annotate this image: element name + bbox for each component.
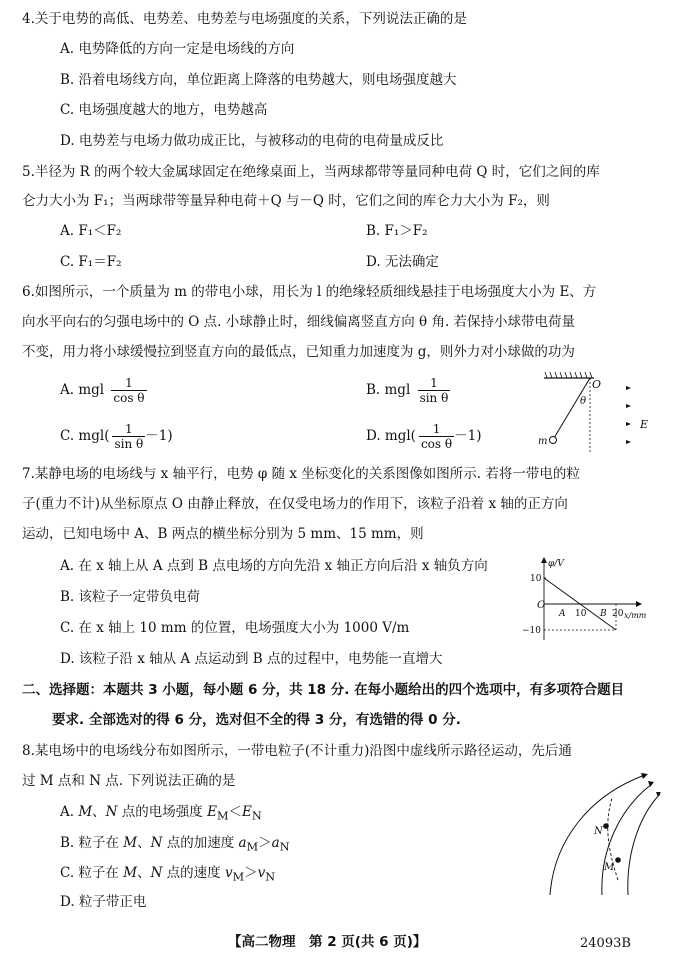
q8-stem-line2: 过 M 点和 N 点. 下列说法正确的是 [22,773,236,789]
q6-b-fraction [418,376,451,405]
q6-fig-m-label: m [538,436,548,447]
q6-fig-o-label: O [592,378,602,391]
q7-stem-line3: 运动，已知电场中 A、B 两点的横坐标分别为 5 mm、15 mm，则 [22,526,424,542]
q8-option-b: B. 粒子在 M、N 点的加速度 $a_M>a_N$ [60,835,290,854]
q8-option-a: A. M、N 点的电场强度 $E_M<E_N$ [60,804,262,823]
q5-option-d: D. 无法确定 [366,254,439,270]
q8-fig-m-label: M [604,862,615,873]
q8-option-d: D. 粒子带正电 [60,894,147,910]
q7-option-c: C. 在 x 轴上 10 mm 的位置，电场强度大小为 1000 V/m [60,620,410,636]
q6-c-prefix: C. mgl( [60,428,110,444]
q5-option-b: B. F₁＞F₂ [366,223,428,239]
q6-option-d [366,420,481,452]
q4-option-b: B. 沿着电场线方向，单位距离上降落的电势越大，则电场强度越大 [60,72,457,88]
page-footer: 【高二物理 第 2 页(共 6 页)】 [228,934,427,950]
field-line-middle [602,784,652,895]
q8-field-lines-figure [540,770,665,900]
q7-option-a: A. 在 x 轴上从 A 点到 B 点电场的方向先沿 x 轴正方向后沿 x 轴负方向 [60,558,488,574]
q6-fig-e-label: E [640,418,649,431]
q5-stem-line2: 仑力大小为 F₁；当两球带等量异种电荷＋Q 与－Q 时，它们之间的库仑力大小为 F₂，则 [22,193,550,209]
point-m [615,857,621,863]
q4-stem: 4.关于电势的高低、电势差、电势差与电场强度的关系，下列说法正确的是 [22,11,467,27]
q5-stem-line1: 5.半径为 R 的两个较大金属球固定在绝缘桌面上，当两球都带等量同种电荷 Q 时，它们之间的库 [22,164,600,180]
q6-option-a [60,374,147,406]
exam-code: 24093B [580,936,631,951]
field-line-right [628,794,660,895]
q6-option-c [60,420,173,452]
q7-potential-chart [518,554,668,644]
q4-option-d: D. 电势差与电场力做功成正比，与被移动的电荷的电荷量成反比 [60,133,444,149]
point-a-label: A [559,609,566,619]
x-tick-label-10: 10 [575,609,587,619]
q6-a-fraction [111,376,146,405]
arrow-left [641,773,648,779]
q5-option-a: A. F₁＜F₂ [60,223,122,239]
x-axis-label: x/mm [624,611,647,620]
q8-fig-n-label: N [594,826,603,837]
point-n [603,823,609,829]
q8-option-c: C. 粒子在 M、N 点的速度 $v_M>v_N$ [60,865,276,884]
ceiling-hatch [545,372,592,378]
q8-stem-line1: 8.某电场中的电场线分布如图所示，一带电粒子(不计重力)沿图中虚线所示路径运动，先后通 [22,743,572,759]
q7-option-b: B. 该粒子一定带负电荷 [60,589,201,605]
origin-label: O [537,600,546,611]
q6-a-numerator: 1 [111,376,146,391]
q6-c-denominator: sin θ [114,437,144,451]
q7-option-d: D. 该粒子沿 x 轴从 A 点运动到 B 点的过程中，电势能一直增大 [60,651,443,667]
q6-pendulum-figure [532,368,662,458]
q6-d-fraction [419,422,454,451]
q7-stem-line1: 7.某静电场的电场线与 x 轴平行，电势 φ 随 x 坐标变化的关系图像如图所示. 若将一带电的粒 [22,466,580,482]
q6-c-suffix: －1) [145,428,173,444]
q6-d-suffix: －1) [454,428,482,444]
q6-d-numerator: 1 [419,422,454,437]
section2-heading-line2: 要求. 全部选对的得 6 分，选对但不全的得 3 分，有选错的得 0 分. [52,712,461,728]
q6-a-denominator: cos θ [113,391,145,405]
q6-b-prefix: B. mgl [366,382,411,398]
q4-option-c: C. 电场强度越大的地方，电势越高 [60,102,268,118]
q6-c-numerator: 1 [112,422,145,437]
section2-heading-line1: 二、选择题：本题共 3 小题，每小题 6 分，共 18 分. 在每小题给出的四个选项中，有多项符合题目 [22,682,625,698]
q6-d-prefix: D. mgl( [366,428,416,444]
q6-stem-line1: 6.如图所示，一个质量为 m 的带电小球，用长为 l 的绝缘轻质细线悬挂于电场强度大小为 E、方 [22,284,597,300]
q6-fig-theta-label: θ [580,396,587,407]
y-axis-arrow [541,557,547,563]
q6-option-b [366,374,450,406]
q6-c-fraction [112,422,145,451]
q6-a-prefix: A. mgl [60,382,105,398]
q6-stem-line2: 向水平向右的匀强电场中的 O 点. 小球静止时，细线偏离竖直方向 θ 角. 若保持小球带电荷量 [22,314,576,330]
q6-stem-line3: 不变，用力将小球缓慢拉到竖直方向的最低点，已知重力加速度为 g，则外力对小球做的功为 [22,344,575,360]
pendulum-string [554,378,590,438]
q4-option-a: A. 电势降低的方向一定是电场线的方向 [60,41,295,57]
x-tick-label-20: 20 [612,609,624,619]
q6-b-numerator: 1 [418,376,451,391]
field-arrows [626,386,631,444]
y-tick-label-10: 10 [530,574,542,584]
q5-option-c: C. F₁＝F₂ [60,254,122,270]
q6-b-denominator: sin θ [419,391,449,405]
q7-stem-line2: 子(重力不计)从坐标原点 O 由静止释放，在仅受电场力的作用下，该粒子沿着 x 轴的正方向 [22,496,568,512]
charged-ball [550,437,557,444]
y-axis-label: φ/V [548,559,564,569]
x-axis-arrow [636,601,642,607]
q6-d-denominator: cos θ [420,437,453,451]
y-tick-label-neg10: −10 [522,626,541,636]
point-b-label: B [600,609,607,619]
